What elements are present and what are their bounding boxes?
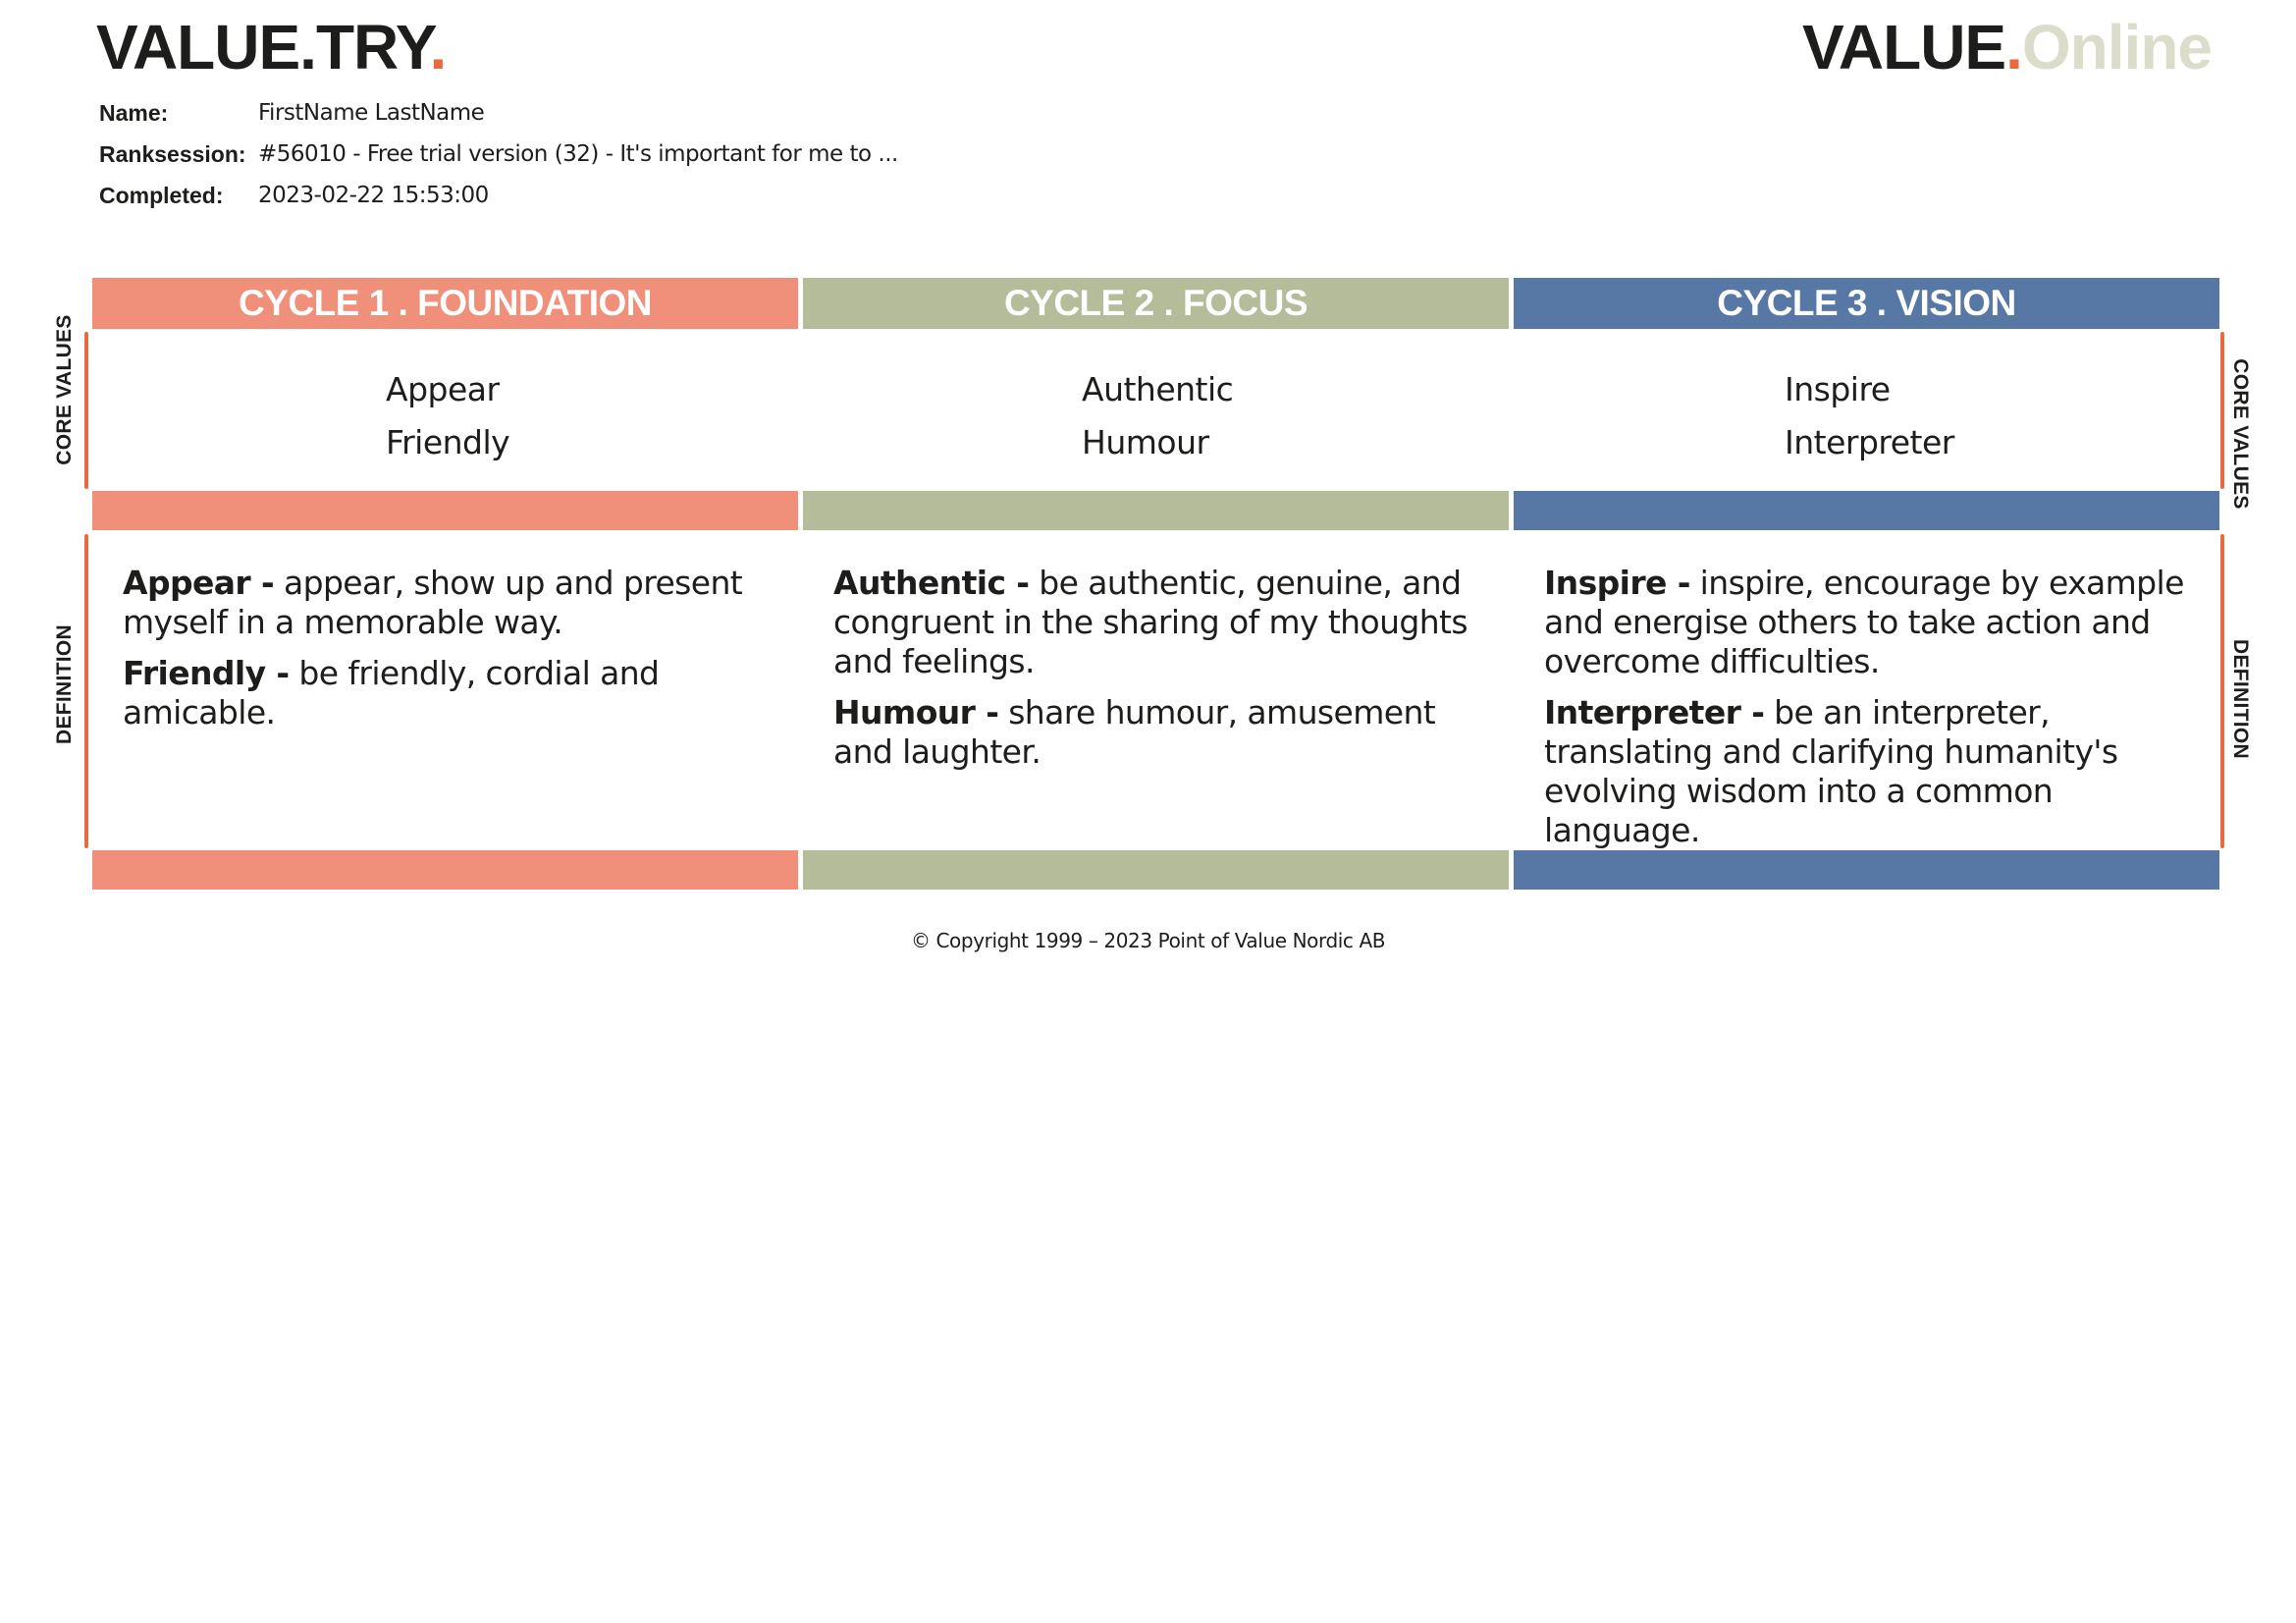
cycle-3-divider-bar <box>1514 491 2219 530</box>
core-values-left-label: CORE VALUES <box>53 314 76 465</box>
cycle-3-header: CYCLE 3 . VISION <box>1514 278 2219 329</box>
core-value: Inspire <box>1785 370 1891 408</box>
value-try-logo <box>96 8 446 86</box>
logo-right-text: VALUE <box>1801 12 2006 82</box>
definition-text: inspire, encourage by example and energise others to take action and overcome difficulties. <box>1544 564 2184 680</box>
logo-left-dot: . <box>429 12 447 82</box>
definition-text: appear, show up and present myself in a memorable way. <box>123 564 743 641</box>
copyright-notice: © Copyright 1999 – 2023 Point of Value Nordic AB <box>910 929 1386 952</box>
ranksession-row <box>99 134 898 175</box>
value-online-logo <box>1802 8 2212 86</box>
cycle-2-header: CYCLE 2 . FOCUS <box>803 278 1509 329</box>
definition-item <box>1544 564 2212 681</box>
completed-value: 2023-02-22 15:53:00 <box>258 183 489 208</box>
definition-item <box>123 654 790 732</box>
definition-term: Humour - <box>833 693 999 731</box>
definition-item <box>833 693 1501 772</box>
cycle-3-definitions <box>1544 564 2212 862</box>
core-value: Friendly <box>386 423 510 461</box>
core-values-left-line <box>84 332 88 489</box>
cycle-1-definitions <box>123 564 790 744</box>
definition-term: Inspire - <box>1544 564 1690 602</box>
logo-right-suffix: Online <box>2021 12 2212 82</box>
session-info <box>99 92 898 216</box>
cycle-2-definitions <box>833 564 1501 784</box>
definition-term: Appear - <box>123 564 275 602</box>
cycle-3-bottom-bar <box>1514 850 2219 890</box>
definition-right-line <box>2220 534 2224 848</box>
name-value: FirstName LastName <box>258 100 485 126</box>
definition-item <box>123 564 790 642</box>
name-label: Name: <box>99 99 169 126</box>
core-values-right-label: CORE VALUES <box>2229 358 2252 510</box>
completed-label: Completed: <box>99 182 224 208</box>
definition-term: Authentic - <box>833 564 1030 602</box>
definition-item <box>833 564 1501 681</box>
cycle-1-bottom-bar <box>92 850 798 890</box>
definition-text: be friendly, cordial and amicable. <box>123 654 660 731</box>
cycle-2-core-values <box>1082 363 1233 469</box>
cycle-1-core-values <box>386 363 509 469</box>
core-value: Authentic <box>1082 370 1234 408</box>
cycle-2-divider-bar <box>803 491 1509 530</box>
core-value: Appear <box>386 370 500 408</box>
cycle-1-divider-bar <box>92 491 798 530</box>
cycle-2-bottom-bar <box>803 850 1509 890</box>
definition-term: Interpreter - <box>1544 693 1765 731</box>
core-value: Humour <box>1082 423 1209 461</box>
completed-row <box>99 175 898 216</box>
logo-left-text: VALUE.TRY <box>96 12 430 82</box>
definition-item <box>1544 693 2212 850</box>
definition-right-label: DEFINITION <box>2229 639 2252 759</box>
definition-text: share humour, amusement and laughter. <box>833 693 1436 771</box>
cycle-3-core-values <box>1785 363 1954 469</box>
definition-text: be authentic, genuine, and congruent in the sharing of my thoughts and feelings. <box>833 564 1468 680</box>
ranksession-label: Ranksession: <box>99 140 246 167</box>
cycle-1-header: CYCLE 1 . FOUNDATION <box>92 278 798 329</box>
core-value: Interpreter <box>1785 423 1954 461</box>
name-row <box>99 92 898 134</box>
definition-term: Friendly - <box>123 654 290 692</box>
definition-text: be an interpreter, translating and clarifying humanity's evolving wisdom into a common language. <box>1544 693 2118 849</box>
core-values-right-line <box>2220 332 2224 489</box>
definition-left-label: DEFINITION <box>53 624 76 744</box>
logo-right-dot: . <box>2005 12 2022 82</box>
definition-left-line <box>84 534 88 848</box>
ranksession-value: #56010 - Free trial version (32) - It's important for me to ... <box>258 141 898 167</box>
